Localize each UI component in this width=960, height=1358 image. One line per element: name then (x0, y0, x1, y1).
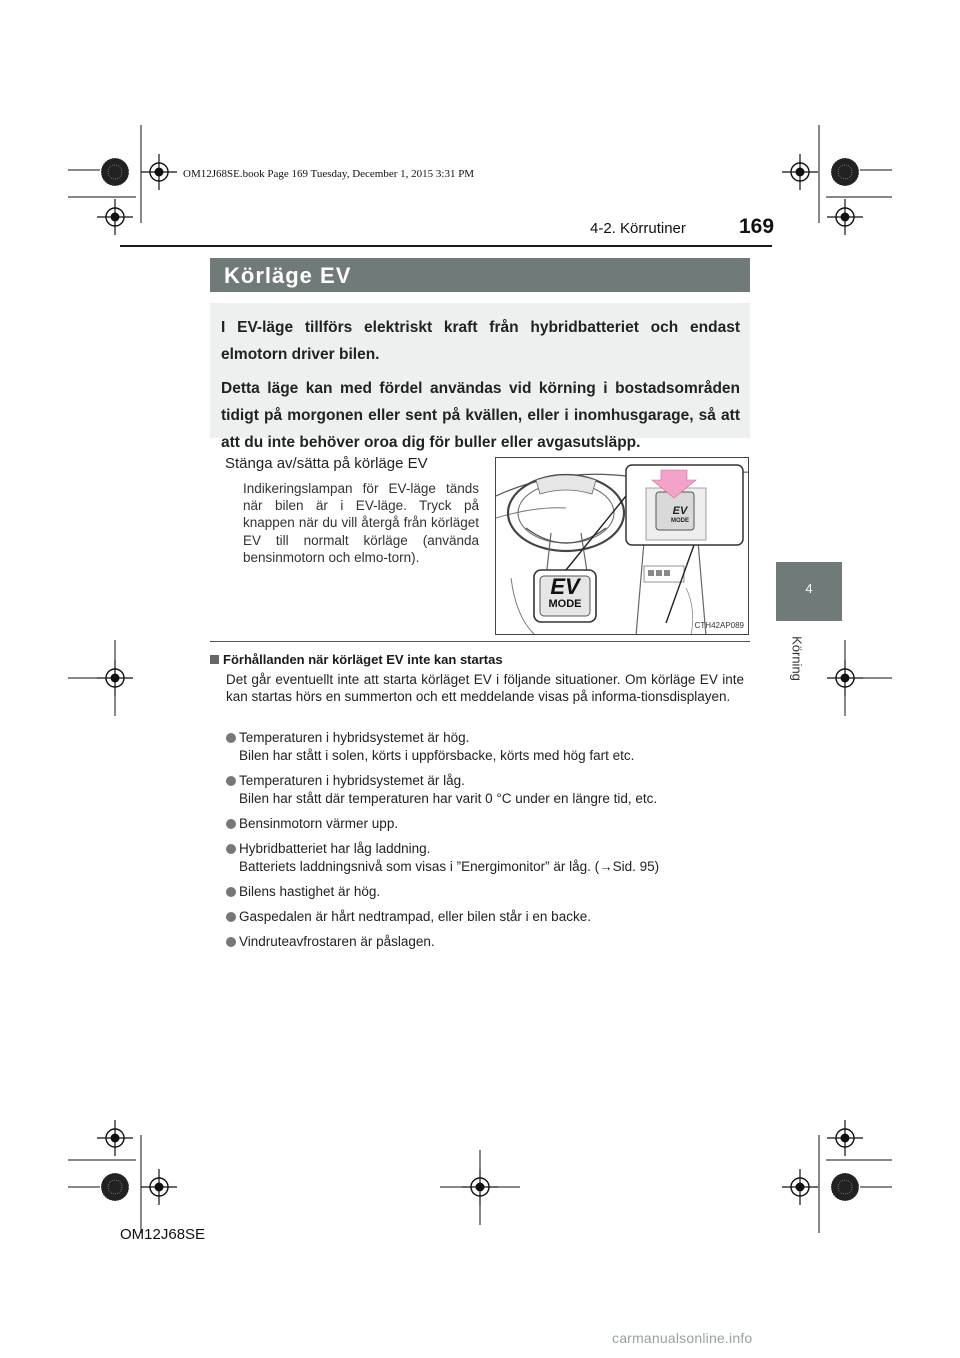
book-info: OM12J68SE.book Page 169 Tuesday, December 1, 2015 3:31 PM (183, 168, 475, 180)
list-item (226, 933, 746, 951)
intro-box (210, 303, 750, 451)
chapter-label (786, 630, 806, 692)
large-mode-label: MODE (548, 598, 582, 610)
header-rule (120, 245, 772, 247)
figure-code: CTH42AP089 (694, 621, 744, 630)
list-item-main: Temperaturen i hybridsystemet är låg. (239, 773, 465, 788)
bullet-dot-icon (226, 887, 236, 897)
bullet-dot-icon (226, 844, 236, 854)
list-item-main: Bensinmotorn värmer upp. (239, 816, 399, 831)
list-item (226, 815, 746, 833)
list-item (226, 908, 746, 926)
chapter-number: 4 (805, 581, 813, 596)
intro-paragraph-2: Detta läge kan med fördel användas vid körning i bostadsområden tidigt på morgonen eller sent på kvällen, eller i inomhusgarage, så att att du inte behöver oroa dig för buller eller avgasutsläpp. (221, 380, 740, 451)
toggle-text: Indikeringslampan för EV-läge tänds när bilen är i EV-läge. Tryck på knappen när du vill återgå från körläget EV till normalt körläge (använda bensinmotorn och elmo-torn). (243, 481, 479, 565)
list-item-main: Vindruteavfrostaren är påslagen. (239, 934, 435, 949)
dashboard-drawing (496, 458, 749, 635)
list-item (226, 840, 746, 876)
bullet-dot-icon (226, 776, 236, 786)
list-item-main: Gaspedalen är hårt nedtrampad, eller bilen står i en backe. (239, 909, 591, 924)
toggle-heading: Stänga av/sätta på körläge EV (225, 455, 428, 472)
conditions-list (226, 729, 746, 958)
large-ev-label: EV (550, 574, 580, 599)
ev-mode-illustration (495, 457, 749, 635)
square-bullet-icon (210, 655, 219, 664)
list-item-sub: Bilen har stått i solen, körts i uppförsbacke, körts med hög fart etc. (239, 748, 635, 763)
section-title: Körläge EV (224, 263, 352, 288)
conditions-intro: Det går eventuellt inte att starta körläget EV i följande situationer. Om körläge EV inte kan startas hörs en summerton och ett meddelande visas på informa-tionsdisplayen. (226, 672, 744, 704)
list-item-sub: Bilen har stått där temperaturen har varit 0 °C under en längre tid, etc. (239, 791, 658, 806)
bullet-dot-icon (226, 733, 236, 743)
list-item-main: Temperaturen i hybridsystemet är hög. (239, 730, 470, 745)
footer-code: OM12J68SE (120, 1226, 206, 1243)
small-ev-label: EV (672, 505, 688, 517)
page-number: 169 (739, 215, 775, 238)
chapter-label-text: Körning (789, 636, 805, 681)
chapter-tab (776, 562, 842, 621)
bullet-dot-icon (226, 937, 236, 947)
section-label: 4-2. Körrutiner (590, 220, 686, 237)
bullet-dot-icon (226, 912, 236, 922)
conditions-heading-text: Förhållanden när körläget EV inte kan startas (223, 652, 503, 667)
list-item (226, 729, 746, 765)
list-item (226, 772, 746, 808)
conditions-heading (210, 652, 503, 667)
section-title-bar (210, 258, 750, 292)
section-divider (210, 641, 750, 642)
list-item-sub: Batteriets laddningsnivå som visas i ”Energimonitor” är låg. (→Sid. 95) (239, 859, 660, 874)
bullet-dot-icon (226, 819, 236, 829)
small-mode-label: MODE (671, 518, 689, 524)
list-item-main: Bilens hastighet är hög. (239, 884, 381, 899)
intro-paragraph-1: I EV-läge tillförs elektriskt kraft från hybridbatteriet och endast elmotorn driver bilen. (221, 319, 740, 363)
watermark: carmanualsonline.info (612, 1330, 753, 1346)
list-item-main: Hybridbatteriet har låg laddning. (239, 841, 431, 856)
list-item (226, 883, 746, 901)
